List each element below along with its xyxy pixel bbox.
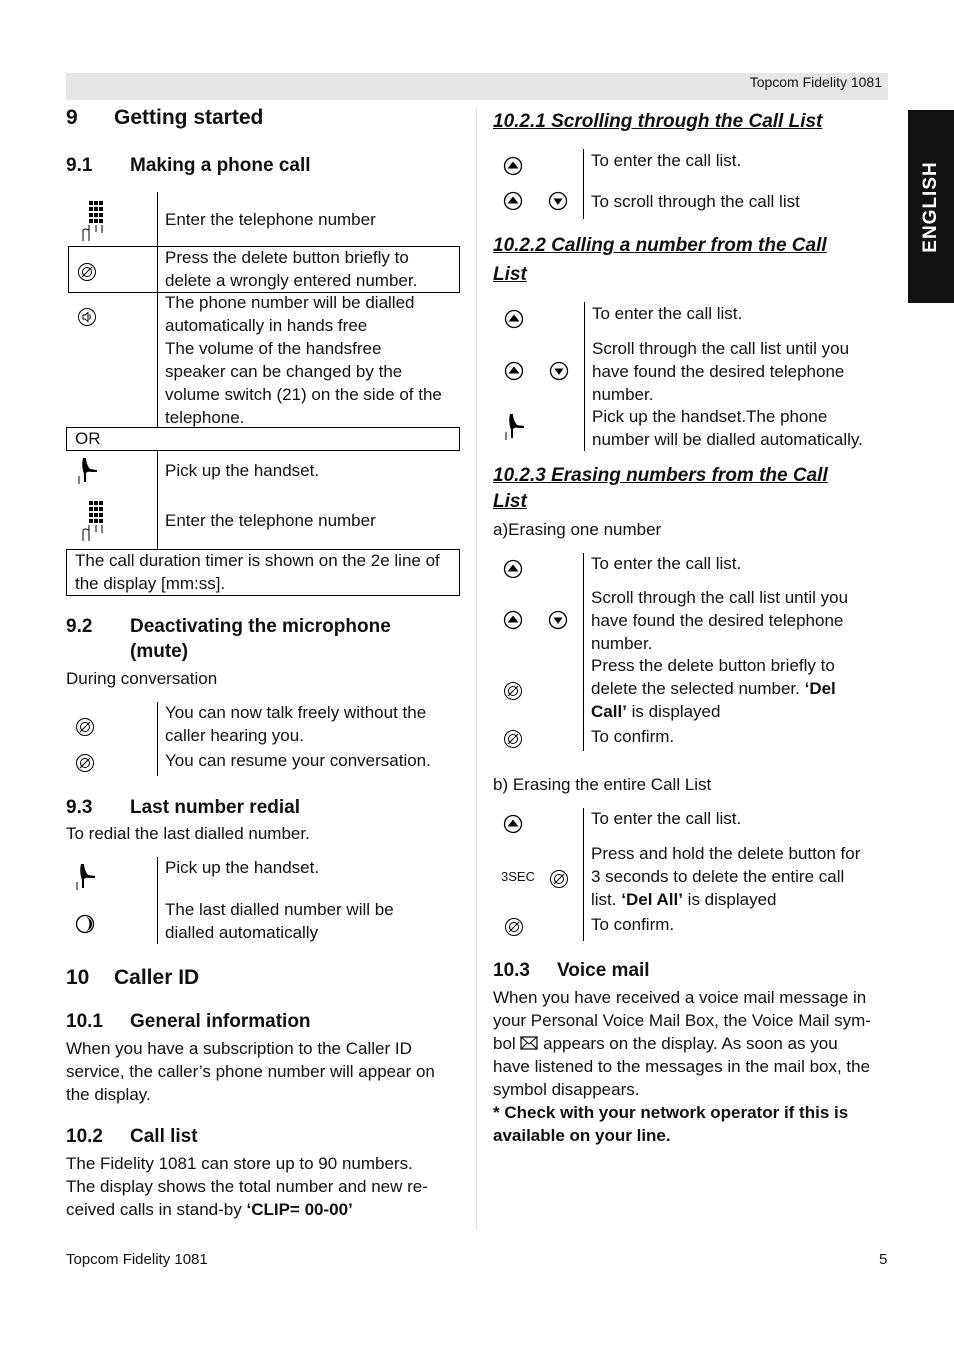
section-number: 9.1 [66, 155, 93, 176]
text-span: is displayed [626, 702, 721, 721]
section-title: (mute) [130, 641, 189, 662]
down-arrow-icon [548, 191, 568, 211]
display-text: Call’ [591, 702, 627, 721]
paragraph [66, 1152, 428, 1221]
text-span: list. [591, 890, 622, 909]
up-arrow-icon [503, 156, 523, 176]
keypad-icon [80, 200, 106, 242]
step-text [592, 337, 849, 406]
step-text: Press the delete button briefly to delete a wrongly entered number. [165, 248, 418, 290]
step-text: To confirm. [591, 727, 675, 746]
text-span: appears on the display. As soon as you [538, 1034, 838, 1053]
text-line: When you have a subscription to the Caller ID [66, 1039, 412, 1058]
text-line: have found the desired telephone [592, 362, 845, 381]
note-line: * Check with your network operator if this is [493, 1103, 849, 1122]
section-number: 9.2 [66, 616, 93, 637]
text-line: number. [591, 634, 653, 653]
section-10-3-heading [493, 958, 650, 983]
section-10-2-3-heading [493, 463, 828, 515]
section-number: 10 [66, 966, 90, 989]
step-text [591, 842, 860, 911]
paragraph [493, 986, 871, 1147]
text-line: Pick up the handset.The phone [592, 407, 828, 426]
language-tab [908, 110, 954, 303]
table-divider [157, 192, 158, 246]
footer-title: Topcom Fidelity 1081 [66, 1251, 208, 1268]
text-line: Press the delete button briefly to [591, 656, 835, 675]
handset-icon [503, 412, 527, 442]
step-text [591, 586, 848, 655]
section-title: Getting started [114, 106, 264, 129]
section-title: Voice mail [557, 960, 650, 981]
text-line: 3 seconds to delete the entire call [591, 867, 845, 886]
column-divider [476, 108, 477, 1230]
section-10-2-heading [66, 1124, 198, 1149]
clip-display-text: ‘CLIP= 00-00’ [246, 1200, 353, 1219]
table-divider [157, 246, 158, 293]
step-text [165, 701, 426, 747]
down-arrow-icon [549, 361, 569, 381]
text-line [591, 700, 836, 723]
text-line [591, 677, 836, 700]
text-line: The phone number will be dialled [165, 293, 415, 312]
text-span: ceived calls in stand-by [66, 1200, 247, 1219]
handsfree-text [165, 291, 442, 429]
display-text: ‘Del [804, 679, 836, 698]
subheading-text: a)Erasing one number [493, 520, 662, 539]
step-text: Pick up the handset. [165, 858, 320, 877]
step-text: To enter the call list. [592, 304, 743, 323]
text-line: speaker can be changed by the [165, 362, 403, 381]
or-box [66, 427, 460, 451]
text-line: The Fidelity 1081 can store up to 90 numbers. [66, 1154, 413, 1173]
delete-button-icon [504, 917, 524, 937]
step-text: To enter the call list. [591, 809, 742, 828]
text-line [66, 1198, 428, 1221]
text-line: Scroll through the call list until you [592, 339, 850, 358]
section-10-heading [66, 966, 200, 990]
text-line: The last dialled number will be [165, 900, 394, 919]
step-text: To scroll through the call list [591, 192, 800, 211]
header-title: Topcom Fidelity 1081 [749, 74, 882, 90]
timer-note [75, 549, 440, 595]
section-9-3-heading [66, 795, 300, 820]
step-text: You can resume your conversation. [165, 751, 431, 770]
intro-text: During conversation [66, 669, 218, 688]
section-number: 10.1 [66, 1011, 103, 1032]
table-divider [157, 451, 158, 549]
table-divider [157, 857, 158, 944]
text-line: have listened to the messages in the mail box, the [493, 1057, 871, 1076]
heading-line: 10.2.3 Erasing numbers from the Call [493, 465, 828, 486]
step-text: To enter the call list. [591, 151, 742, 170]
section-number: 9.3 [66, 797, 93, 818]
table-divider [583, 149, 584, 219]
step-text [165, 898, 394, 944]
section-title: Making a phone call [130, 155, 311, 176]
mute-button-icon [75, 717, 95, 737]
mail-icon [520, 1033, 538, 1047]
table-divider [583, 553, 584, 751]
up-arrow-icon [503, 191, 523, 211]
text-line: have found the desired telephone [591, 611, 844, 630]
text-line: number. [592, 385, 654, 404]
section-title: Deactivating the microphone [130, 616, 391, 637]
display-text: ‘Del All’ [621, 890, 683, 909]
text-line: service, the caller’s phone number will appear on [66, 1062, 435, 1081]
text-line: number will be dialled automatically. [592, 430, 863, 449]
text-line: volume switch (21) on the side of the [165, 385, 442, 404]
speaker-icon [77, 307, 97, 327]
delete-button-icon [503, 681, 523, 701]
section-title: Last number redial [130, 797, 300, 818]
text-line: symbol disappears. [493, 1080, 640, 1099]
page-number: 5 [879, 1251, 888, 1268]
text-line: Press and hold the delete button for [591, 844, 861, 863]
down-arrow-icon [548, 610, 568, 630]
text-line: You can now talk freely without the [165, 703, 427, 722]
section-title: Call list [130, 1126, 198, 1147]
table-divider [584, 302, 585, 451]
section-number: 10.2 [66, 1126, 103, 1147]
text-span: delete the selected number. [591, 679, 805, 698]
table-divider [157, 293, 158, 427]
table-divider [157, 702, 158, 776]
step-text: Enter the telephone number [165, 511, 376, 530]
section-9-2-heading [66, 614, 391, 662]
section-10-1-heading [66, 1009, 311, 1034]
up-arrow-icon [503, 814, 523, 834]
text-line: Scroll through the call list until you [591, 588, 849, 607]
paragraph [66, 1037, 435, 1106]
text-line: the display [mm:ss]. [75, 574, 226, 593]
up-arrow-icon [503, 559, 523, 579]
section-number: 9 [66, 106, 78, 129]
up-arrow-icon [504, 309, 524, 329]
handset-icon [76, 456, 100, 486]
text-line: The call duration timer is shown on the 2e line of [75, 551, 440, 570]
up-arrow-icon [503, 610, 523, 630]
subheading-text: b) Erasing the entire Call List [493, 775, 712, 794]
step-text [591, 654, 836, 723]
section-9-1-heading [66, 153, 311, 178]
heading-line: 10.2.2 Calling a number from the Call [493, 235, 827, 256]
language-tab-label: ENGLISH [920, 160, 941, 253]
heading-line: List [493, 491, 527, 512]
step-text: To confirm. [591, 915, 675, 934]
step-text: To enter the call list. [591, 554, 742, 573]
or-label: OR [75, 429, 101, 448]
text-span: is displayed [682, 890, 777, 909]
up-arrow-icon [504, 361, 524, 381]
delete-button-icon [549, 869, 569, 889]
intro-text: To redial the last dialled number. [66, 824, 310, 843]
note-line: available on your line. [493, 1126, 671, 1145]
text-span: bol [493, 1034, 521, 1053]
text-line: telephone. [165, 408, 245, 427]
text-line: dialled automatically [165, 923, 319, 942]
section-title: General information [130, 1011, 311, 1032]
text-line: When you have received a voice mail message in [493, 988, 867, 1007]
keypad-icon [80, 500, 106, 542]
heading-line: List [493, 264, 527, 285]
delete-button-icon [77, 262, 97, 282]
text-line [591, 888, 860, 911]
handset-icon [74, 862, 98, 892]
text-line: The volume of the handsfree [165, 339, 382, 358]
section-10-2-1-heading: 10.2.1 Scrolling through the Call List [493, 111, 823, 132]
hold-duration-label: 3SEC [501, 869, 535, 884]
text-line: caller hearing you. [165, 726, 304, 745]
section-title: Caller ID [114, 966, 200, 989]
text-line: your Personal Voice Mail Box, the Voice Mail sym- [493, 1011, 871, 1030]
step-text [592, 405, 863, 451]
text-line: automatically in hands free [165, 316, 368, 335]
text-line: The display shows the total number and new re- [66, 1177, 428, 1196]
section-number: 10.3 [493, 960, 530, 981]
step-text: Pick up the handset. [165, 461, 320, 480]
text-line [493, 1032, 871, 1055]
table-divider [583, 808, 584, 941]
step-text: Enter the telephone number [165, 210, 376, 229]
redial-button-icon [75, 914, 95, 934]
delete-button-icon [503, 729, 523, 749]
text-line: the display. [66, 1085, 151, 1104]
section-9-heading [66, 106, 264, 130]
mute-button-icon [75, 753, 95, 773]
section-10-2-2-heading [493, 231, 827, 289]
